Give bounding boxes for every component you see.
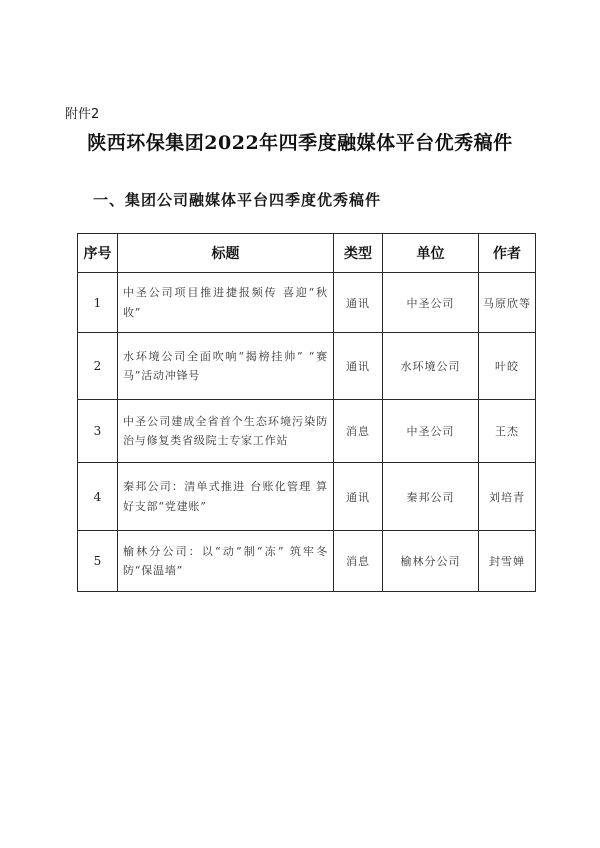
attachment-label: 附件2 <box>65 107 100 122</box>
title-cell: 中圣公司建成全省首个生态环境污染防治与修复类省级院士专家工作站 <box>118 400 334 463</box>
row-number-cell: 2 <box>78 333 118 400</box>
title-cell: 中圣公司项目推进捷报频传 喜迎“秋收” <box>118 273 334 333</box>
table-row <box>78 273 536 333</box>
column-header-no: 序号 <box>78 234 118 273</box>
title-cell: 榆林分公司：以“动”制“冻” 筑牢冬防“保温墙” <box>118 531 334 592</box>
type-cell: 消息 <box>334 400 383 463</box>
unit-cell: 榆林分公司 <box>383 531 479 592</box>
column-header-author: 作者 <box>479 234 536 273</box>
author-cell: 封雪婵 <box>479 531 536 592</box>
row-number-cell: 3 <box>78 400 118 463</box>
author-cell: 刘培青 <box>479 463 536 531</box>
row-number-cell: 4 <box>78 463 118 531</box>
author-cell: 马原欣等 <box>479 273 536 333</box>
column-header-unit: 单位 <box>383 234 479 273</box>
table-row <box>78 463 536 531</box>
type-cell: 消息 <box>334 531 383 592</box>
column-header-type: 类型 <box>334 234 383 273</box>
unit-cell: 秦邦公司 <box>383 463 479 531</box>
table-row <box>78 531 536 592</box>
unit-cell: 中圣公司 <box>383 400 479 463</box>
type-cell: 通讯 <box>334 333 383 400</box>
unit-cell: 中圣公司 <box>383 273 479 333</box>
type-cell: 通讯 <box>334 273 383 333</box>
document-title: 陕西环保集团2022年四季度融媒体平台优秀稿件 <box>87 132 513 154</box>
table-row <box>78 333 536 400</box>
table-header-row <box>78 234 536 273</box>
section-heading: 一、集团公司融媒体平台四季度优秀稿件 <box>93 191 382 209</box>
title-cell: 水环境公司全面吹响“揭榜挂帅” “赛马”活动冲锋号 <box>118 333 334 400</box>
column-header-title: 标题 <box>118 234 334 273</box>
author-cell: 叶皎 <box>479 333 536 400</box>
table-row <box>78 400 536 463</box>
awards-table <box>77 233 536 592</box>
row-number-cell: 1 <box>78 273 118 333</box>
author-cell: 王杰 <box>479 400 536 463</box>
type-cell: 通讯 <box>334 463 383 531</box>
row-number-cell: 5 <box>78 531 118 592</box>
unit-cell: 水环境公司 <box>383 333 479 400</box>
title-cell: 秦邦公司：清单式推进 台账化管理 算好支部“党建账” <box>118 463 334 531</box>
